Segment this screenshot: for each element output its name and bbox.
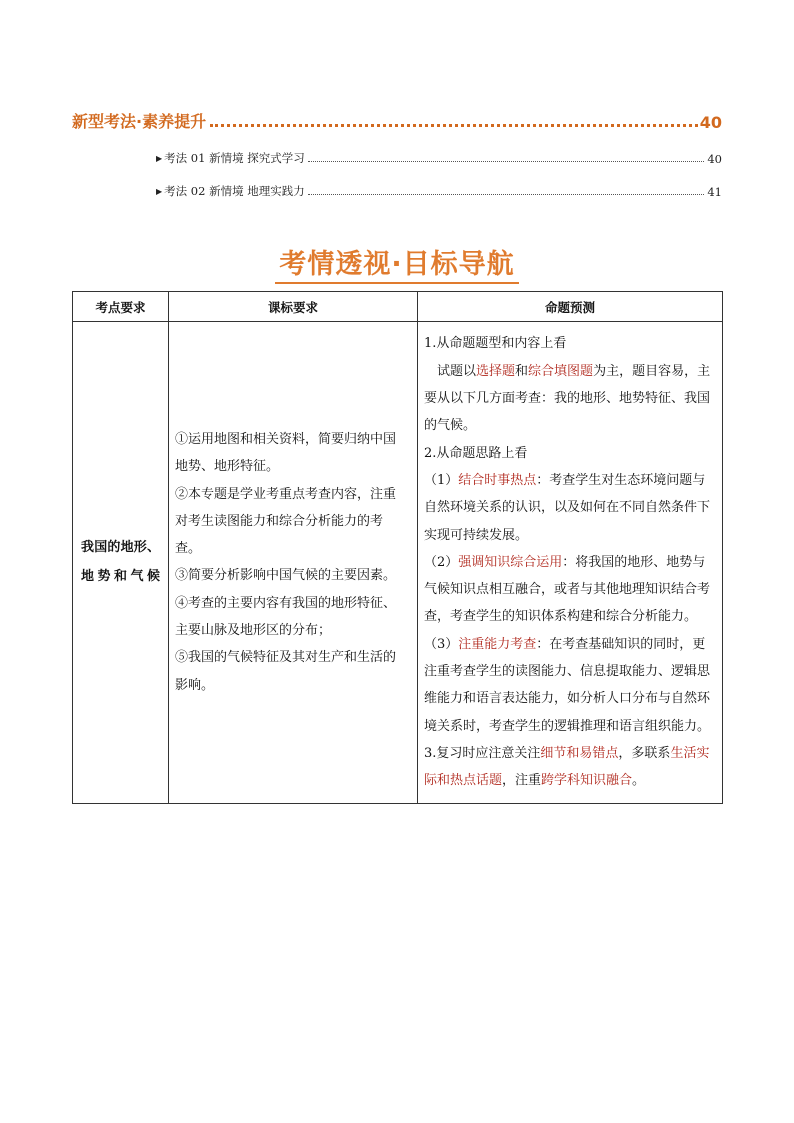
- requirement-item: ②本专题是学业考重点考查内容，注重对考生读图能力和综合分析能力的考查。: [175, 486, 397, 557]
- exam-point-cell: 我国的地形、地势和气候: [73, 322, 169, 804]
- toc-leader-dots: [308, 161, 705, 162]
- requirement-item: ⑤我国的气候特征及其对生产和生活的影响。: [175, 650, 397, 693]
- text-run: ，注重: [502, 773, 542, 789]
- toc-main-title: 新型考法·素养提升: [72, 112, 207, 131]
- highlight-text: 细节和易错点: [540, 745, 619, 761]
- highlight-text: 综合填图题: [528, 363, 594, 379]
- toc-item[interactable]: [156, 179, 722, 199]
- triangle-bullet-icon: ▶: [156, 187, 163, 196]
- table-header-row: [73, 292, 723, 322]
- section-title: [0, 242, 794, 284]
- text-run: 。: [632, 773, 646, 789]
- text-run: （3）: [424, 636, 459, 652]
- toc-item-label: 考法 01 新情境 探究式学习: [164, 151, 305, 165]
- prediction-heading-1: 1.从命题题型和内容上看: [424, 336, 567, 352]
- section-title-text: 考情透视·目标导航: [275, 242, 518, 284]
- requirement-item: ③简要分析影响中国气候的主要因素。: [175, 568, 397, 584]
- highlight-text: 强调知识综合运用: [458, 554, 563, 570]
- text-run: 试题以: [437, 363, 477, 379]
- highlight-text: 选择题: [476, 363, 516, 379]
- prediction-point-1: [424, 467, 716, 549]
- toc-main-page: 40: [699, 113, 722, 132]
- toc-item-page: 40: [707, 152, 722, 166]
- text-run: ，多联系: [618, 745, 671, 761]
- requirement-item: ①运用地图和相关资料，简要归纳中国地势、地形特征。: [175, 432, 397, 475]
- header-prediction: 命题预测: [418, 292, 723, 322]
- text-run: 为主，题目容易，主要从以下几方面考查：我的地形、地势特征、我国的气候。: [424, 363, 711, 434]
- text-run: 和: [515, 363, 529, 379]
- prediction-paragraph-3: [424, 740, 716, 795]
- triangle-bullet-icon: ▶: [156, 154, 163, 163]
- highlight-text: 结合时事热点: [458, 472, 537, 488]
- toc-item-page: 41: [707, 185, 722, 199]
- header-requirements: 课标要求: [169, 292, 418, 322]
- highlight-text: 生活实际和热点话题: [424, 745, 710, 789]
- toc-item[interactable]: [156, 146, 722, 166]
- toc-main-entry[interactable]: [72, 106, 722, 132]
- prediction-point-3: [424, 631, 716, 740]
- prediction-paragraph-1: [424, 358, 716, 440]
- toc-leader-dots: [210, 124, 698, 127]
- prediction-point-2: [424, 549, 716, 631]
- toc-leader-dots: [308, 194, 705, 195]
- highlight-text: 跨学科知识融合: [541, 773, 633, 789]
- text-run: （2）: [424, 554, 459, 570]
- exam-analysis-table: [72, 291, 723, 804]
- requirement-item: ④考查的主要内容有我国的地形特征、主要山脉及地形区的分布；: [175, 595, 397, 639]
- text-run: ：考查学生对生态环境问题与自然环境关系的认识，以及如何在不同自然条件下实现可持续发展。: [424, 472, 711, 543]
- table-row: [73, 322, 723, 804]
- text-run: ：在考查基础知识的同时，更注重考查学生的读图能力、信息提取能力、逻辑思维能力和语言表达能力，如分析人口分布与自然环境关系时，考查学生的逻辑推理和语言组织能力。: [424, 636, 711, 734]
- highlight-text: 注重能力考查: [458, 636, 537, 652]
- text-run: （1）: [424, 472, 459, 488]
- prediction-heading-2: 2.从命题思路上看: [424, 445, 528, 461]
- requirements-cell: [169, 322, 418, 804]
- header-point: 考点要求: [73, 292, 169, 322]
- prediction-cell: [418, 322, 723, 804]
- text-run: 3.复习时应注意关注: [424, 745, 541, 761]
- toc-item-label: 考法 02 新情境 地理实践力: [164, 184, 305, 198]
- text-run: ：将我国的地形、地势与气候知识点相互融合，或者与其他地理知识结合考查，考查学生的知识体系构建和综合分析能力。: [424, 554, 711, 625]
